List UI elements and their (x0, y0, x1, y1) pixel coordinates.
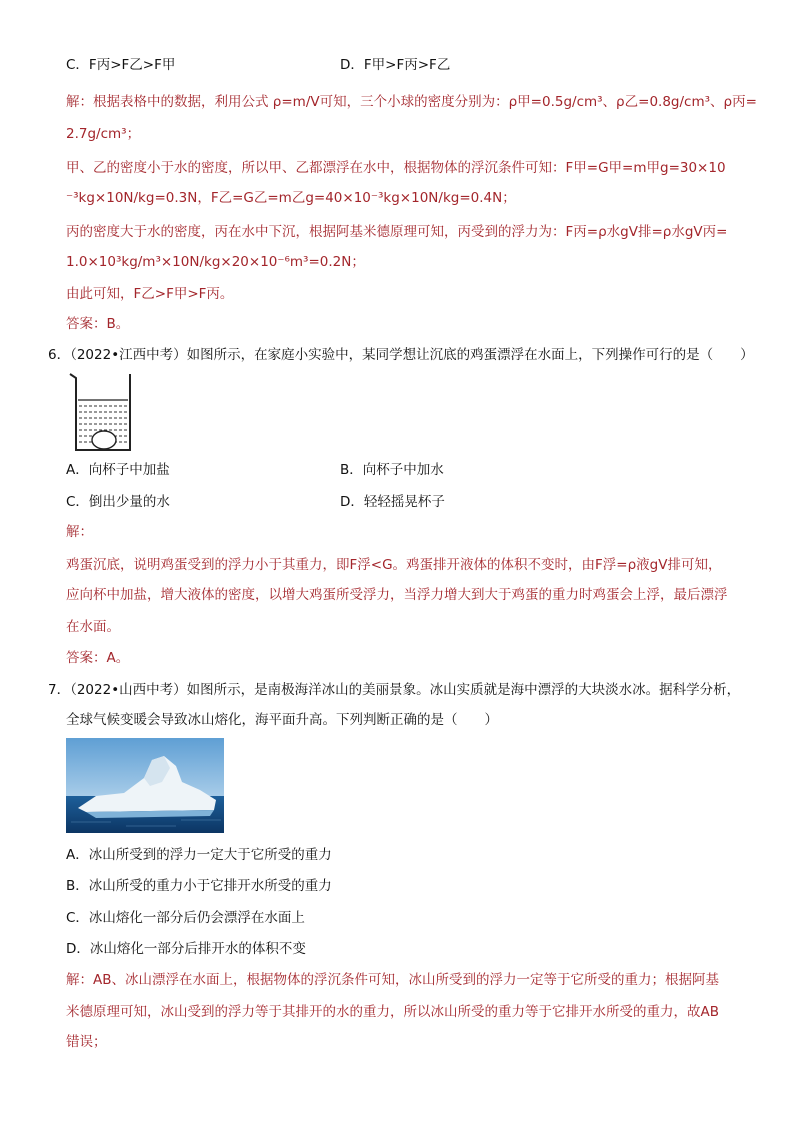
egg-icon (92, 431, 116, 449)
option-a: A．冰山所受到的浮力一定大于它所受的重力 (66, 847, 332, 863)
question-stem: 全球气候变暖会导致冰山熔化，海平面升高。下列判断正确的是（ ） (66, 712, 498, 728)
option-c: C．F丙>F乙>F甲 (66, 57, 176, 73)
solution-line: 丙的密度大于水的密度，丙在水中下沉，根据阿基米德原理可知，丙受到的浮力为：F丙=ρ水gV排=ρ水gV丙= (66, 224, 728, 240)
solution-label: 解： (66, 524, 93, 540)
option-b: B．冰山所受的重力小于它排开水所受的重力 (66, 878, 332, 894)
solution-line: 由此可知，F乙>F甲>F丙。 (66, 286, 234, 302)
solution-line: 2.7g/cm³； (66, 126, 141, 142)
solution-line: 甲、乙的密度小于水的密度，所以甲、乙都漂浮在水中，根据物体的浮沉条件可知：F甲=G甲=m甲g=30×10 (66, 160, 726, 176)
solution-line: 错误； (66, 1034, 107, 1050)
solution-line: 米德原理可知，冰山受到的浮力等于其排开的水的重力，所以冰山所受的重力等于它排开水所受的重力，故AB (66, 1004, 719, 1020)
question-stem: 7．（2022•山西中考）如图所示，是南极海洋冰山的美丽景象。冰山实质就是海中漂浮的大块淡水冰。据科学分析， (48, 682, 741, 698)
solution-line: 1.0×10³kg/m³×10N/kg×20×10⁻⁶m³=0.2N； (66, 254, 365, 270)
option-d: D．F甲>F丙>F乙 (340, 57, 451, 73)
answer-line: 答案：B。 (66, 316, 130, 332)
question-stem: 6．（2022•江西中考）如图所示，在家庭小实验中，某同学想让沉底的鸡蛋漂浮在水面上，下列操作可行的是（ ） (48, 347, 754, 363)
solution-line: ⁻³kg×10N/kg=0.3N，F乙=G乙=m乙g=40×10⁻³kg×10N/kg=0.4N； (66, 190, 516, 206)
option-c: C．冰山熔化一部分后仍会漂浮在水面上 (66, 910, 305, 926)
solution-line: 鸡蛋沉底，说明鸡蛋受到的浮力小于其重力，即F浮<G。鸡蛋排开液体的体积不变时，由F浮=ρ液gV排可知， (66, 557, 722, 573)
solution-line: 应向杯中加盐，增大液体的密度，以增大鸡蛋所受浮力，当浮力增大到大于鸡蛋的重力时鸡蛋会上浮，最后漂浮 (66, 587, 728, 603)
solution-line: 解：AB、冰山漂浮在水面上，根据物体的浮沉条件可知，冰山所受到的浮力一定等于它所受的重力；根据阿基 (66, 972, 719, 988)
solution-line: 解：根据表格中的数据，利用公式 ρ=m/V可知，三个小球的密度分别为：ρ甲=0.5g/cm³、ρ乙=0.8g/cm³、ρ丙= (66, 94, 757, 110)
option-c: C．倒出少量的水 (66, 494, 170, 510)
option-d: D．冰山熔化一部分后排开水的体积不变 (66, 941, 306, 957)
solution-line: 在水面。 (66, 619, 120, 635)
option-a: A．向杯子中加盐 (66, 462, 170, 478)
beaker-with-egg-figure (68, 372, 136, 452)
answer-line: 答案：A。 (66, 650, 130, 666)
option-d: D．轻轻摇晃杯子 (340, 494, 445, 510)
iceberg-photo (66, 738, 224, 833)
option-b: B．向杯子中加水 (340, 462, 444, 478)
